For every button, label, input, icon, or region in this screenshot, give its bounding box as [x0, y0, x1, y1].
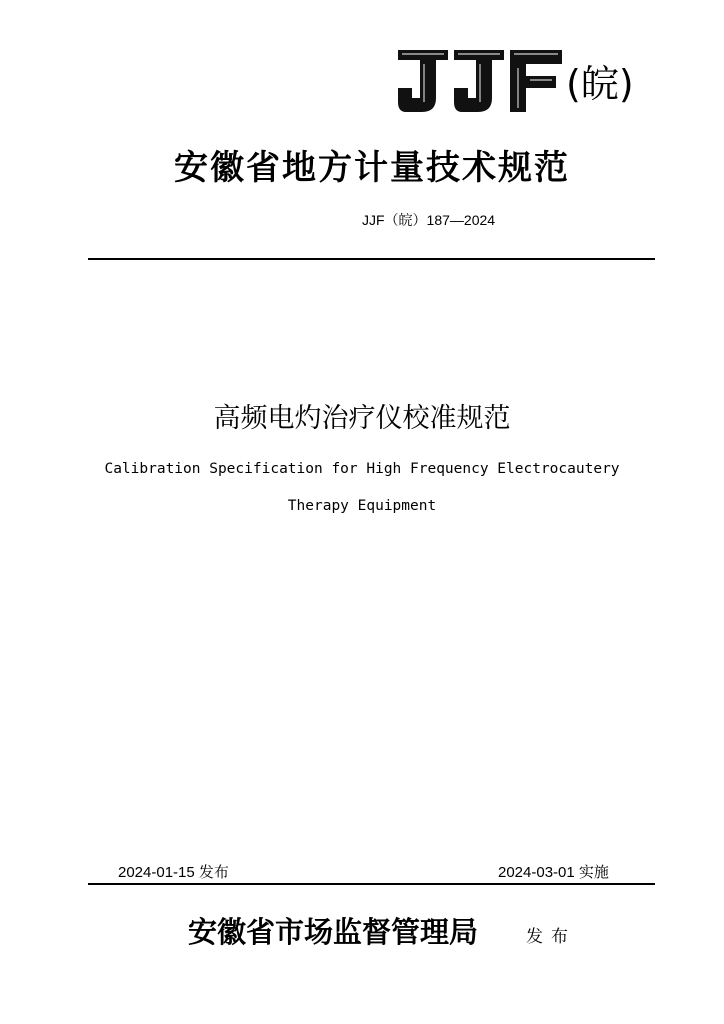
jjf-logo-mark: [396, 46, 564, 114]
issue-label: 发布: [526, 927, 576, 947]
top-divider: [88, 258, 655, 260]
spec-title-cn: 高频电灼治疗仪校准规范: [213, 403, 511, 434]
document-category-title: 安徽省地方计量技术规范: [174, 148, 570, 188]
bottom-divider: [88, 883, 655, 885]
issuing-authority: 安徽省市场监督管理局: [188, 915, 479, 949]
logo-region-suffix: (皖): [566, 62, 634, 106]
issue-date: 2024-01-15 发布: [118, 864, 229, 881]
jjf-logo: [396, 40, 666, 120]
spec-title-en-line1: Calibration Specification for High Frequency Electrocautery: [104, 461, 620, 477]
document-code: JJF（皖）187—2024: [362, 212, 496, 228]
spec-title-en-line2: Therapy Equipment: [287, 498, 437, 514]
implementation-date: 2024-03-01 实施: [498, 864, 609, 881]
